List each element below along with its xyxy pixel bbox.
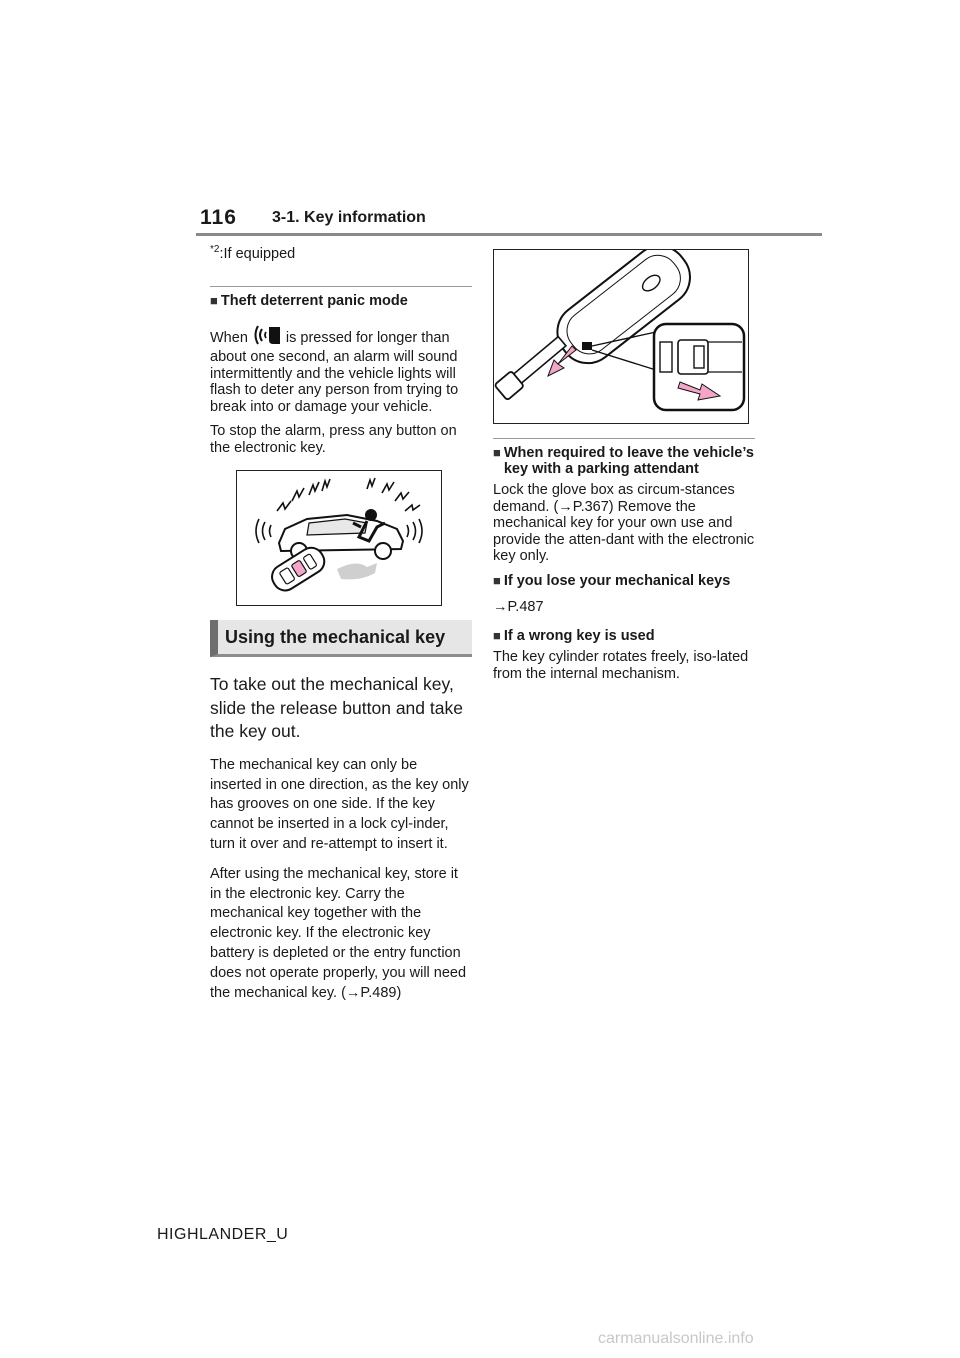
square-bullet-icon: ■ — [493, 445, 501, 460]
square-bullet-icon: ■ — [493, 628, 501, 643]
stop-alarm-paragraph: To stop the alarm, press any button on the electronic key. — [210, 423, 457, 456]
panic-heading: ■ Theft deterrent panic mode — [210, 292, 408, 309]
lose-keys-heading: ■ If you lose your mechanical keys — [493, 572, 731, 589]
parking-paragraph: Lock the glove box as circum-stances demand. (→P.367) Remove the mechanical key for your own use and provide the atten-dant with the electronic key only. — [493, 482, 755, 564]
section-title: 3-1. Key information — [272, 209, 426, 226]
footnote — [210, 244, 472, 262]
square-bullet-icon: ■ — [493, 572, 501, 588]
divider — [210, 286, 472, 287]
mechanical-key-illustration — [493, 249, 749, 424]
parking-heading: ■ When required to leave the vehicle’s key with a parking attendant — [493, 445, 754, 477]
watermark: carmanualsonline.info — [598, 1330, 754, 1347]
lead-paragraph: To take out the mechanical key, slide the release button and take the key out. — [210, 674, 463, 742]
footnote-marker: *2 — [210, 244, 220, 255]
footnote-text: :If equipped — [219, 245, 296, 262]
divider — [493, 438, 755, 439]
section-heading: Using the mechanical key — [210, 620, 472, 657]
left-column — [210, 240, 472, 1003]
store-key-paragraph: After using the mechanical key, store it in the electronic key. Carry the mechanical key together with the electronic key. If the electronic key battery is depleted or the entry function does not operate properly, you will need the mechanical key. (→P.489) — [210, 865, 467, 1001]
square-bullet-icon: ■ — [210, 292, 218, 308]
right-column — [493, 240, 755, 682]
insert-direction-paragraph: The mechanical key can only be inserted in one direction, as the key only has grooves on one side. If the key cannot be inserted in a lock cyl-inder, turn it over and re-attempt to insert it. — [210, 756, 469, 853]
panic-alarm-illustration — [236, 470, 442, 606]
panic-paragraph: When is pressed for longer than about one second, an alarm will sound intermittently and the vehicle lights will flash to deter any person from trying to break into or damage your vehicle. — [210, 325, 472, 416]
panic-button-icon — [252, 325, 282, 350]
footer-model: HIGHLANDER_U — [157, 1226, 289, 1243]
page-number: 116 — [200, 206, 237, 229]
lose-keys-paragraph: →P.487 — [493, 598, 544, 615]
header-rule — [196, 233, 822, 236]
wrong-key-heading: ■ If a wrong key is used — [493, 628, 655, 644]
wrong-key-paragraph: The key cylinder rotates freely, iso-lated from the internal mechanism. — [493, 649, 749, 682]
